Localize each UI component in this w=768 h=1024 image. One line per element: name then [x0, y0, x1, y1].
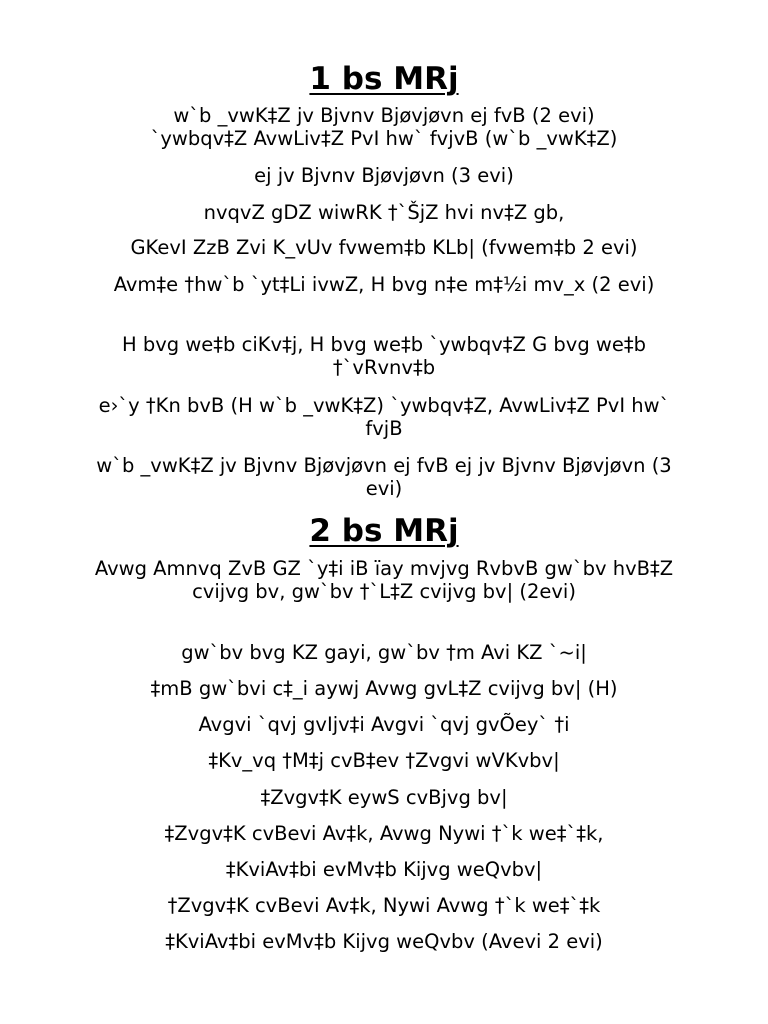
section-1-paragraph: GKevI ZzB Zvi K_vUv fvwem‡b KLb| (fvwem‡b 2 evi) [130, 236, 638, 259]
section-2-paragraph: ‡mB gw`bvi c‡_i aywj Avwg gvL‡Z cvijvg bv| (H) [150, 677, 618, 700]
section-2-paragraph: †Zvgv‡K cvBevi Av‡k, Nywi Avwg †`k we‡`‡k [167, 894, 601, 917]
section-2-paragraph: ‡KviAv‡bi evMv‡b Kijvg weQvbv (Avevi 2 evi) [165, 930, 603, 953]
section-2-paragraph: Avwg Amnvq ZvB GZ `y‡i iB ïay mvjvg RvbvB gw`bv hvB‡Z cvijvg bv, gw`bv †`L‡Z cvijvg bv| (2evi) [94, 557, 674, 603]
section-2-paragraph: ‡Zvgv‡K eywS cvBjvg bv| [260, 786, 508, 809]
section-2-title: 2 bs MRj [309, 513, 459, 549]
section-1-title: 1 bs MRj [309, 61, 459, 97]
section-1-paragraph: H bvg we‡b ciKv‡j, H bvg we‡b `ywbqv‡Z G bvg we‡b †`vRvnv‡b [121, 333, 646, 379]
section-1-paragraph: nvqvZ gDZ wiwRK †`ŠjZ hvi nv‡Z gb, [203, 201, 565, 224]
section-1-paragraph: w`b _vwK‡Z jv Bjvnv Bjøvjøvn ej fvB ej jv Bjvnv Bjøvjøvn (3 evi) [96, 454, 672, 500]
section-1-paragraph: w`b _vwK‡Z jv Bjvnv Bjøvjøvn ej fvB (2 evi) `ywbqv‡Z AvwLiv‡Z PvI hw` fvjvB (w`b _vwK‡Z) [150, 104, 618, 150]
section-1-paragraph: ej jv Bjvnv Bjøvjøvn (3 evi) [254, 164, 514, 187]
section-1-paragraph: e›`y †Kn bvB (H w`b _vwK‡Z) `ywbqv‡Z, AvwLiv‡Z PvI hw` fvjB [98, 394, 670, 440]
section-2-paragraph: gw`bv bvg KZ gayi, gw`bv †m Avi KZ `~i| [181, 641, 587, 664]
section-1-paragraph: Avm‡e †hw`b `yt‡Li ivwZ, H bvg n‡e m‡½i mv_x (2 evi) [113, 273, 655, 296]
section-2-paragraph: ‡Zvgv‡K cvBevi Av‡k, Avwg Nywi †`k we‡`‡k, [164, 822, 604, 845]
section-2-paragraph: Avgvi `qvj gvIjv‡i Avgvi `qvj gvÕey` †i [198, 713, 570, 736]
section-2-paragraph: ‡Kv_vq †M‡j cvB‡ev †Zvgvi wVKvbv| [208, 749, 560, 772]
section-2-paragraph: ‡KviAv‡bi evMv‡b Kijvg weQvbv| [225, 858, 543, 881]
